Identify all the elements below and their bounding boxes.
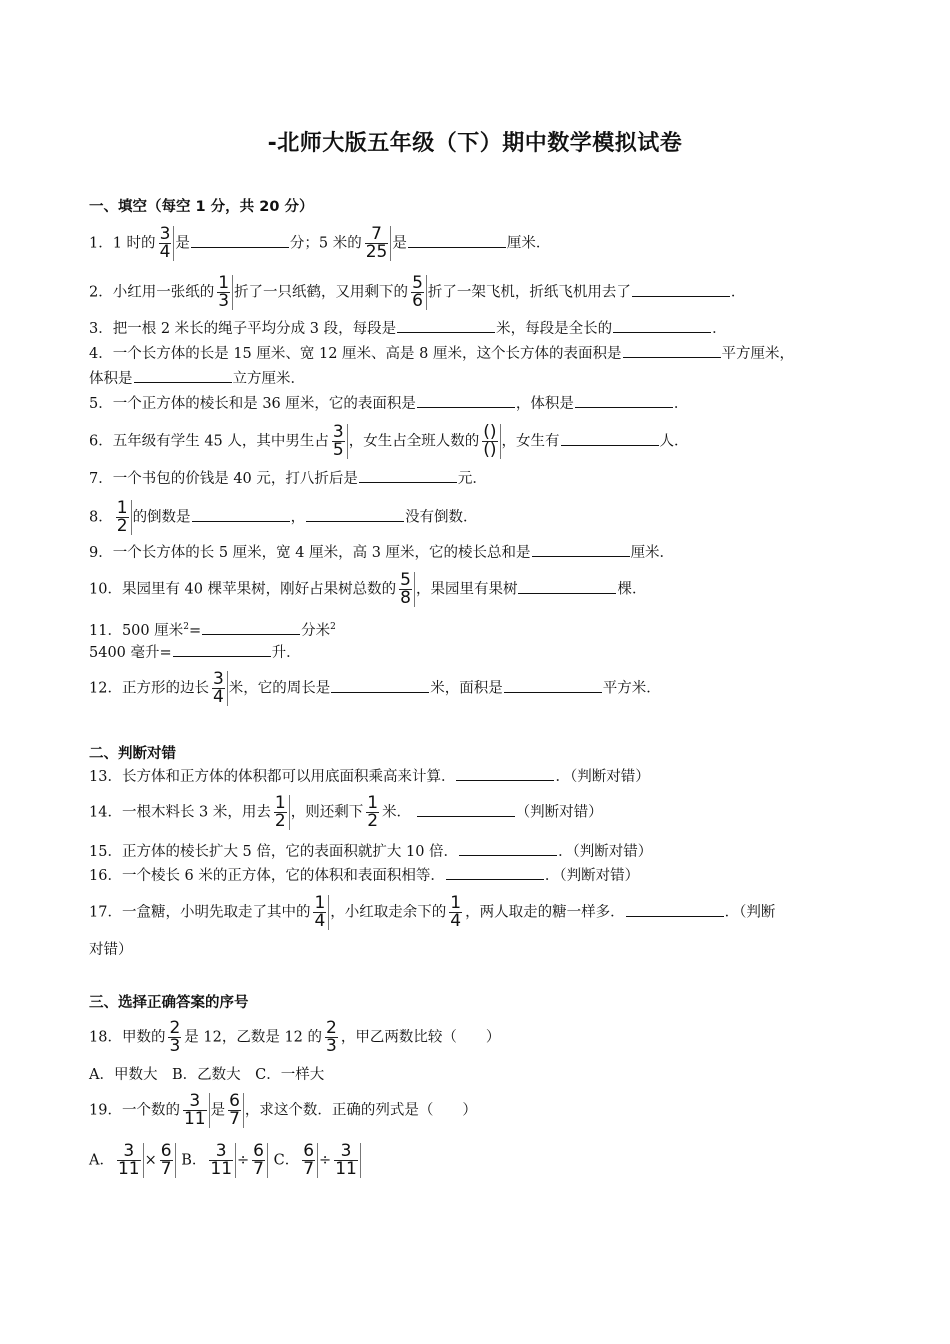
question-10: 10．果园里有 40 棵苹果树，刚好占果树总数的 $\frac{5}{8}$ ，果园里有果树 棵． (89, 570, 647, 608)
fraction: $\frac{2}{3}$ (326, 1018, 337, 1056)
answer-blank[interactable] (192, 507, 290, 522)
question-16: 16．一个棱长 6 米的正方体，它的体积和表面积相等． ．（判断对错） (89, 865, 890, 886)
answer-blank[interactable] (417, 802, 515, 817)
fraction: $\frac{1}{3}$ (215, 275, 233, 310)
question-9: 9．一个长方体的长 5 厘米，宽 4 厘米，高 3 厘米，它的棱长总和是 厘米． (89, 542, 890, 563)
answer-blank[interactable] (626, 902, 724, 917)
fraction: $\frac{6}{7}$ (226, 1093, 244, 1128)
fraction: $\frac{2}{3}$ (169, 1018, 181, 1056)
fraction: $\frac{7}{25}$ (363, 226, 392, 261)
question-13: 13．长方体和正方体的体积都可以用底面积乘高来计算． ．（判断对错） (89, 766, 890, 787)
question-4-cont: 体积是 立方厘米． (89, 368, 890, 389)
question-6: 6．五年级有学生 45 人，其中男生占 $\frac{3}{5}$ ，女生占全班人数的 $\frac{()}{()}$ ，女生有 人． (89, 422, 689, 460)
question-14: 14．一根木料长 3 米，用去 $\frac{1}{2}$ ，则还剩下 $\frac{1}{2}$ 米． （判断对错） (89, 793, 603, 831)
fraction: $\frac{3}{4}$ (210, 671, 228, 706)
question-12: 12．正方形的边长 $\frac{3}{4}$ 米，它的周长是 米，面积是 平方米． (89, 669, 661, 707)
answer-blank[interactable] (613, 318, 711, 333)
fraction: $\frac{3}{11}$ (115, 1143, 144, 1178)
question-3: 3．把一根 2 米长的绳子平均分成 3 段，每段是 米，每段是全长的 ． (89, 318, 890, 339)
fraction: $\frac{6}{7}$ (158, 1143, 176, 1178)
question-2: 2．小红用一张纸的 $\frac{1}{3}$ 折了一只纸鹤，又用剩下的 $\frac{5}{6}$ 折了一架飞机，折纸飞机用去了 ． (89, 273, 746, 311)
answer-blank[interactable] (561, 431, 659, 446)
question-17-cont: 对错） (89, 942, 133, 958)
answer-blank[interactable] (518, 579, 616, 594)
answer-blank[interactable] (397, 318, 495, 333)
question-7: 7．一个书包的价钱是 40 元，打八折后是 元． (89, 468, 890, 489)
answer-blank[interactable] (632, 282, 730, 297)
fraction: $\frac{3}{11}$ (332, 1143, 361, 1178)
fraction: $\frac{6}{7}$ (300, 1143, 318, 1178)
section-heading-true-false: 二、判断对错 (89, 746, 176, 762)
answer-blank[interactable] (202, 620, 300, 635)
fraction: $\frac{1}{4}$ (450, 893, 462, 931)
question-11: 11．500 厘米$^2$= 分米$^2$ (89, 617, 890, 641)
fraction: $\frac{1}{2}$ (367, 793, 379, 831)
option-a-label: A． (89, 1152, 114, 1169)
answer-blank[interactable] (623, 343, 721, 358)
question-15: 15．正方体的棱长扩大 5 倍，它的表面积就扩大 10 倍． ．（判断对错） (89, 841, 890, 862)
answer-blank[interactable] (417, 393, 515, 408)
answer-blank[interactable] (173, 642, 271, 657)
question-8: 8． $\frac{1}{2}$ 的倒数是 ， 没有倒数． (89, 498, 478, 536)
fraction: $\frac{5}{6}$ (409, 275, 427, 310)
question-18: 18．甲数的 $\frac{2}{3}$ 是 12，乙数是 12 的 $\frac{2}{3}$ ，甲乙两数比较（ ） (89, 1018, 501, 1056)
question-5: 5．一个正方体的棱长和是 36 厘米，它的表面积是 ，体积是 ． (89, 393, 890, 414)
section-heading-fill-blank: 一、填空（每空 1 分，共 20 分） (89, 199, 314, 215)
fraction: $\frac{1}{2}$ (272, 795, 290, 830)
answer-blank[interactable] (306, 507, 404, 522)
answer-blank[interactable] (575, 393, 673, 408)
fraction: $\frac{6}{7}$ (250, 1143, 268, 1178)
fraction: $\frac{3}{5}$ (330, 424, 348, 459)
fraction: $\frac{3}{11}$ (207, 1143, 236, 1178)
question-1: 1．1 时的 $\frac{3}{4}$ 是 分；5 米的 $\frac{7}{25}$ 是 厘米． (89, 224, 551, 262)
fraction: $\frac{3}{11}$ (181, 1093, 210, 1128)
answer-blank[interactable] (134, 368, 232, 383)
question-4: 4．一个长方体的长是 15 厘米、宽 12 厘米、高是 8 厘米，这个长方体的表面积是 平方厘米， (89, 343, 890, 364)
question-17: 17．一盒糖，小明先取走了其中的 $\frac{1}{4}$ ，小红取走余下的 $\frac{1}{4}$ ，两人取走的糖一样多． ．（判断 (89, 893, 776, 931)
question-11-cont: 5400 毫升= 升． (89, 642, 890, 663)
page-title: -北师大版五年级（下）期中数学模拟试卷 (267, 131, 683, 156)
question-19: 19．一个数的 $\frac{3}{11}$ 是 $\frac{6}{7}$ ，求这个数．正确的列式是（ ） (89, 1091, 477, 1129)
option-b-label: B． (181, 1152, 207, 1169)
section-heading-multiple-choice: 三、选择正确答案的序号 (89, 995, 249, 1011)
answer-blank[interactable] (504, 678, 602, 693)
answer-blank[interactable] (456, 766, 554, 781)
answer-blank[interactable] (408, 233, 506, 248)
fraction: $\frac{1}{4}$ (311, 895, 329, 930)
answer-blank[interactable] (459, 841, 557, 856)
fraction: $\frac{1}{2}$ (114, 500, 132, 535)
fraction: $\frac{3}{4}$ (157, 226, 175, 261)
option-c-label: C． (273, 1152, 300, 1169)
answer-blank[interactable] (446, 865, 544, 880)
answer-blank[interactable] (331, 678, 429, 693)
answer-blank[interactable] (359, 468, 457, 483)
fraction: $\frac{5}{8}$ (397, 572, 415, 607)
answer-blank[interactable] (532, 542, 630, 557)
fraction: $\frac{()}{()}$ (480, 424, 500, 459)
answer-blank[interactable] (191, 233, 289, 248)
question-19-options: A． $\frac{3}{11}$ × $\frac{6}{7}$ B． $\frac{3}{11}$ ÷ $\frac{6}{7}$ C． $\frac{6}{7}$ ÷ $\frac{3}{11}$ (89, 1143, 890, 1178)
question-18-options: A．甲数大 B．乙数大 C．一样大 (89, 1067, 325, 1083)
